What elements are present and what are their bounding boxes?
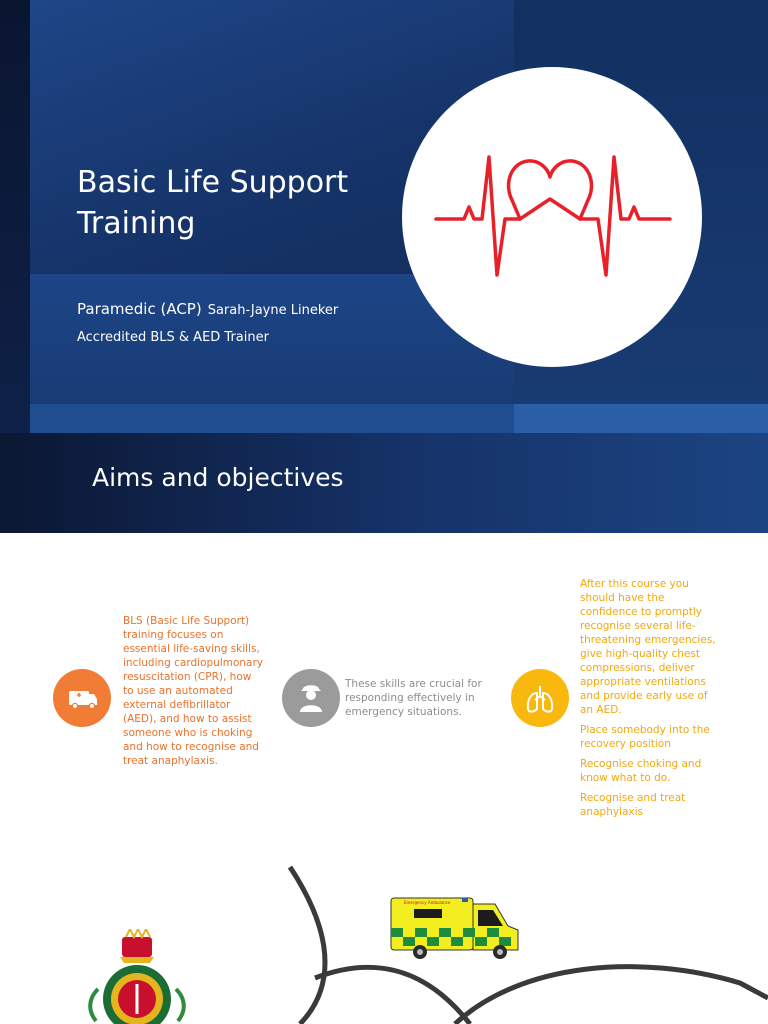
- ambulance-service-crest-icon: [78, 929, 198, 1024]
- background-panel: [0, 0, 30, 433]
- background-panel: [30, 404, 514, 433]
- title-slide: [0, 0, 768, 433]
- skills-importance-text: These skills are crucial for responding effectively in emergency situations.: [345, 678, 482, 718]
- ambulance-vehicle-icon: [390, 896, 520, 962]
- ambulance-label: Emergency Ambulance: [404, 900, 451, 905]
- heartbeat-heart-icon: [402, 67, 702, 367]
- lungs-icon: [511, 669, 569, 727]
- objectives-slide: [0, 533, 768, 833]
- presenter-line: [77, 300, 338, 318]
- ambulance-icon: [53, 669, 111, 727]
- heartbeat-logo: [402, 67, 702, 367]
- outcome-text: Recognise and treat anaphylaxis: [580, 792, 686, 818]
- outcome-text: Place somebody into the recovery position: [580, 724, 710, 750]
- slide-title: Basic Life Support Training: [77, 165, 349, 241]
- ambulance-illustration: [390, 896, 520, 962]
- outcome-text: After this course you should have the confidence to promptly recognise several life-threatening emergencies, give high-quality chest compressions, deliver appropriate ventilations and provide early use of an AED.: [580, 578, 716, 716]
- firefighter-icon: [282, 669, 340, 727]
- presenter-role: Paramedic (ACP): [77, 300, 202, 318]
- presenter-name: Sarah-Jayne Lineker: [207, 303, 339, 318]
- section-title: Aims and objectives: [92, 463, 344, 492]
- accent-bar: [514, 404, 768, 433]
- outcome-text: Recognise choking and know what to do.: [580, 758, 702, 784]
- illustration-slide: [0, 833, 768, 1024]
- presenter-credential: Accredited BLS & AED Trainer: [77, 330, 269, 345]
- course-outcomes: [580, 577, 720, 825]
- bls-description: BLS (Basic Life Support) training focuses on essential life-saving skills, including cardiopulmonary resuscitation (CPR), how to use an automated external defibrillator (AED), and how to assist someone who is choking and how to recognise and treat anaphylaxis.: [123, 615, 264, 767]
- section-header-slide: [0, 433, 768, 533]
